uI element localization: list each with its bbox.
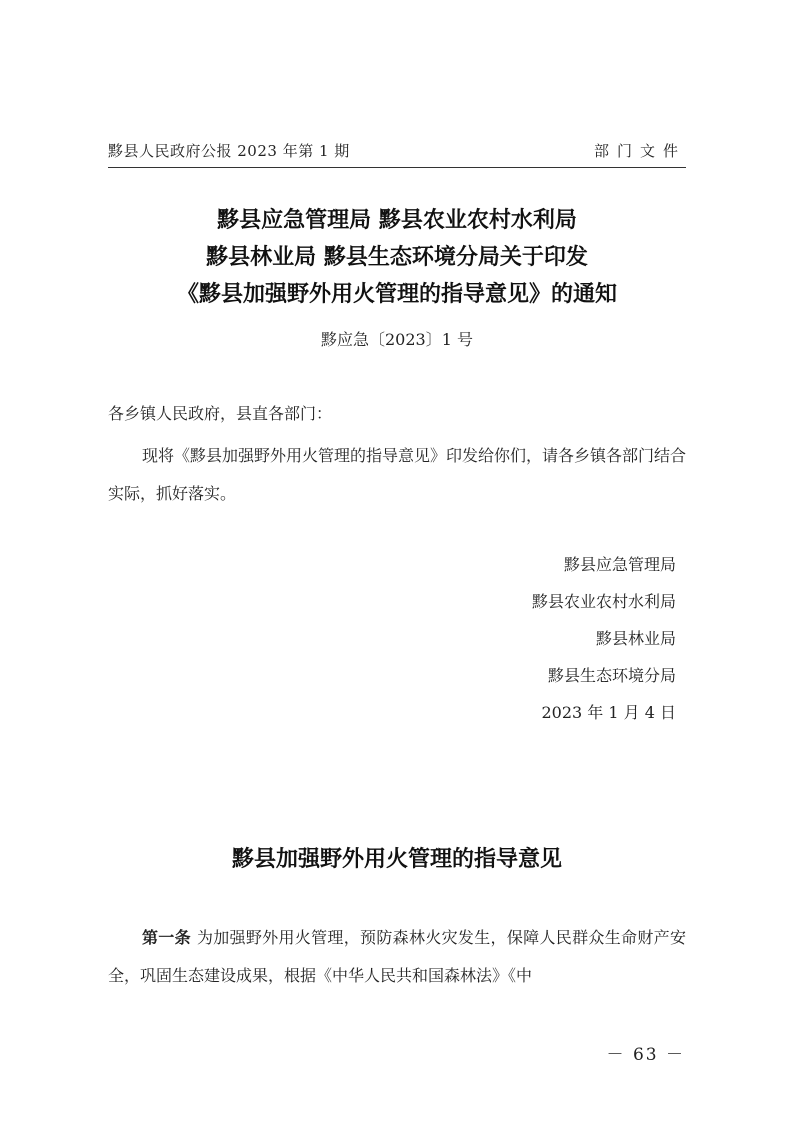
guideline-title: 黟县加强野外用火管理的指导意见 [231,846,562,872]
header-divider [108,167,686,168]
page-number: － 63 － [606,1045,685,1065]
title-line-2: 黟县林业局 黟县生态环境分局关于印发 [206,244,588,270]
notice-title [100,202,694,313]
signatory-1: 黟县应急管理局 [563,555,676,574]
section-category-label: 部门文件 [593,142,686,160]
article-1-label: 第一条 [142,928,191,947]
title-line-3: 《黟县加强野外用火管理的指导意见》的通知 [176,281,617,307]
salutation: 各乡镇人民政府，县直各部门： [108,404,333,423]
signatory-3: 黟县林业局 [595,629,676,648]
signatory-2: 黟县农业农村水利局 [531,592,676,611]
signatory-4: 黟县生态环境分局 [547,666,676,685]
notice-paragraph: 现将《黟县加强野外用火管理的指导意见》印发给你们，请各乡镇各部门结合实际，抓好落实。 [108,446,687,503]
article-1-text: 为加强野外用火管理，预防森林火灾发生，保障人民群众生命财产安全，巩固生态建设成果，根据《中华人民共和国森林法》《中 [108,928,686,985]
gazette-issue-label: 黟县人民政府公报 2023 年第 1 期 [108,142,350,160]
page-header [108,136,686,164]
article-1 [108,919,686,995]
document-number: 黟应急〔2023〕1 号 [321,330,473,349]
signature-date: 2023 年 1 月 4 日 [541,703,676,722]
signature-block [376,546,676,731]
title-line-1: 黟县应急管理局 黟县农业农村水利局 [217,207,577,233]
